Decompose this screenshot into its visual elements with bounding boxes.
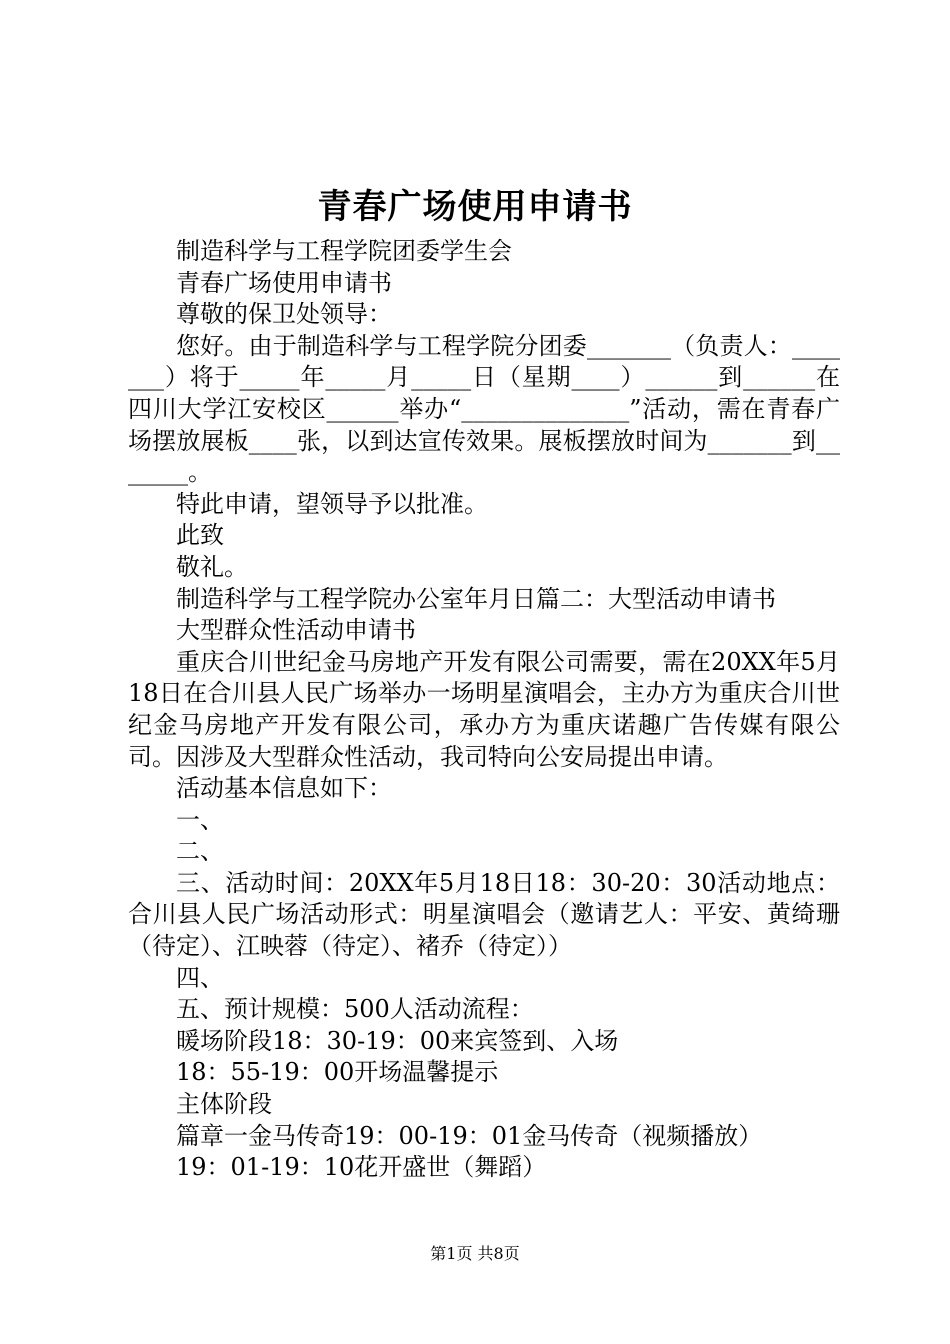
page-footer: 第1页 共8页 xyxy=(430,1244,520,1263)
paragraph: 主体阶段 xyxy=(176,1090,272,1119)
document-title: 青春广场使用申请书 xyxy=(317,187,633,227)
paragraph: 重庆合川世纪金马房地产开发有限公司需要，需在20XX年5月18日在合川县人民广场举办一场明星演唱会，主办方为重庆合川世纪金马房地产开发有限公司，承办方为重庆诺趣广告传媒有限公司。因涉及大型群众性活动，我司特向公安局提出申请。 xyxy=(128,647,840,771)
paragraph: 四、 xyxy=(176,963,224,992)
paragraph: 19：01-19：10花开盛世（舞蹈） xyxy=(176,1153,547,1182)
paragraph: 一、 xyxy=(176,805,224,834)
paragraph: 尊敬的保卫处领导： xyxy=(176,300,392,329)
paragraph: 敬礼。 xyxy=(176,552,248,581)
paragraph: 暖场阶段18：30-19：00来宾签到、入场 xyxy=(176,1026,619,1055)
paragraph: 此致 xyxy=(176,521,224,550)
paragraph: 三、活动时间：20XX年5月18日18：30-20：30活动地点：合川县人民广场活动形式：明星演唱会（邀请艺人：平安、黄绮珊（待定）、江映蓉（待定）、褚乔（待定）） xyxy=(128,868,840,961)
paragraph: 您好。由于制造科学与工程学院分团委_______（负责人：_______）将于_____年_____月_____日（星期____）______到______在四川大学江安校区______举办“______________”活动，需在青春广场摆放展板____张，以到达宣传效果。展板摆放时间为_______到_______。 xyxy=(128,331,840,487)
paragraph: 18：55-19：00开场温馨提示 xyxy=(176,1058,499,1087)
paragraph: 活动基本信息如下： xyxy=(176,774,392,803)
paragraph: 二、 xyxy=(176,837,224,866)
document-body xyxy=(128,236,840,1184)
paragraph: 青春广场使用申请书 xyxy=(176,268,392,297)
paragraph: 大型群众性活动申请书 xyxy=(176,616,416,645)
paragraph: 制造科学与工程学院办公室年月日篇二：大型活动申请书 xyxy=(176,584,776,613)
paragraph: 制造科学与工程学院团委学生会 xyxy=(176,237,512,265)
paragraph: 五、预计规模：500人活动流程： xyxy=(176,995,534,1024)
paragraph: 特此申请，望领导予以批准。 xyxy=(176,489,488,518)
paragraph: 篇章一金马传奇19：00-19：01金马传奇（视频播放） xyxy=(176,1121,763,1150)
